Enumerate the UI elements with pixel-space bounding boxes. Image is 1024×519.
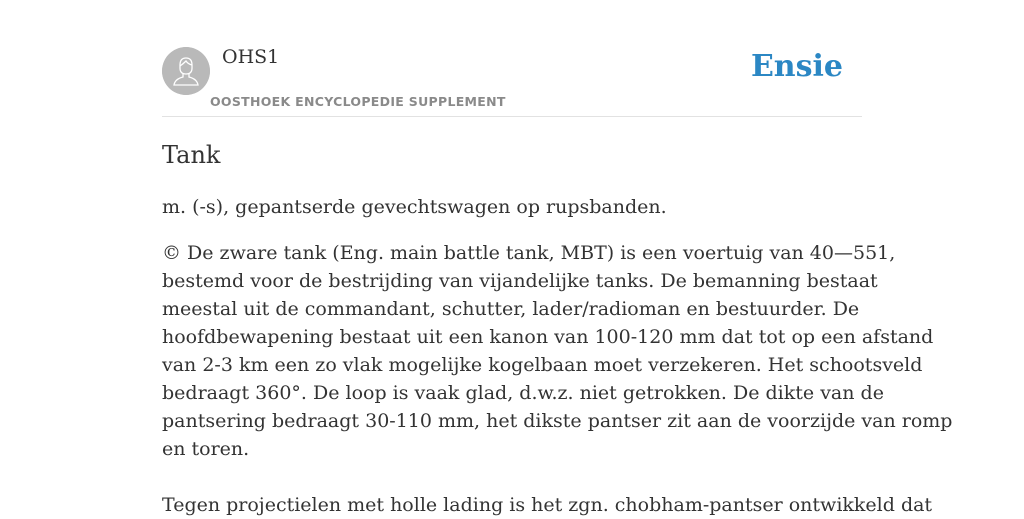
body-line: Tegen projectielen met holle lading is het zgn. chobham-pantser ontwikkeld dat: [162, 494, 933, 516]
body-line: meestal uit de commandant, schutter, lader/radioman en bestuurder. De: [162, 298, 860, 320]
source-name[interactable]: OOSTHOEK ENCYCLOPEDIE SUPPLEMENT: [210, 94, 506, 109]
article-title: Tank: [162, 141, 221, 169]
paragraph-gap: [162, 463, 862, 491]
body-line: bestemd voor de bestrijding van vijandelijke tanks. De bemanning bestaat: [162, 270, 878, 292]
article-body: [162, 239, 953, 519]
article-definition: m. (-s), gepantserde gevechtswagen op rupsbanden.: [162, 196, 667, 218]
source-code[interactable]: OHS1: [222, 46, 280, 68]
source-header: [162, 0, 862, 117]
body-line: hoofdbewapening bestaat uit een kanon van 100-120 mm dat tot op een afstand: [162, 326, 934, 348]
page-container: [162, 0, 953, 516]
body-line: bedraagt 360°. De loop is vaak glad, d.w.z. niet getrokken. De dikte van de: [162, 382, 884, 404]
body-line: van 2-3 km een zo vlak mogelijke kogelbaan moet verzekeren. Het schootsveld: [162, 354, 923, 376]
user-avatar-icon[interactable]: [162, 47, 210, 95]
ensie-logo[interactable]: Ensie: [750, 49, 843, 84]
body-line: pantsering bedraagt 30-110 mm, het dikste pantser zit aan de voorzijde van romp: [162, 410, 953, 432]
body-line: en toren.: [162, 438, 250, 460]
body-line: © De zware tank (Eng. main battle tank, MBT) is een voertuig van 40—551,: [162, 242, 896, 264]
